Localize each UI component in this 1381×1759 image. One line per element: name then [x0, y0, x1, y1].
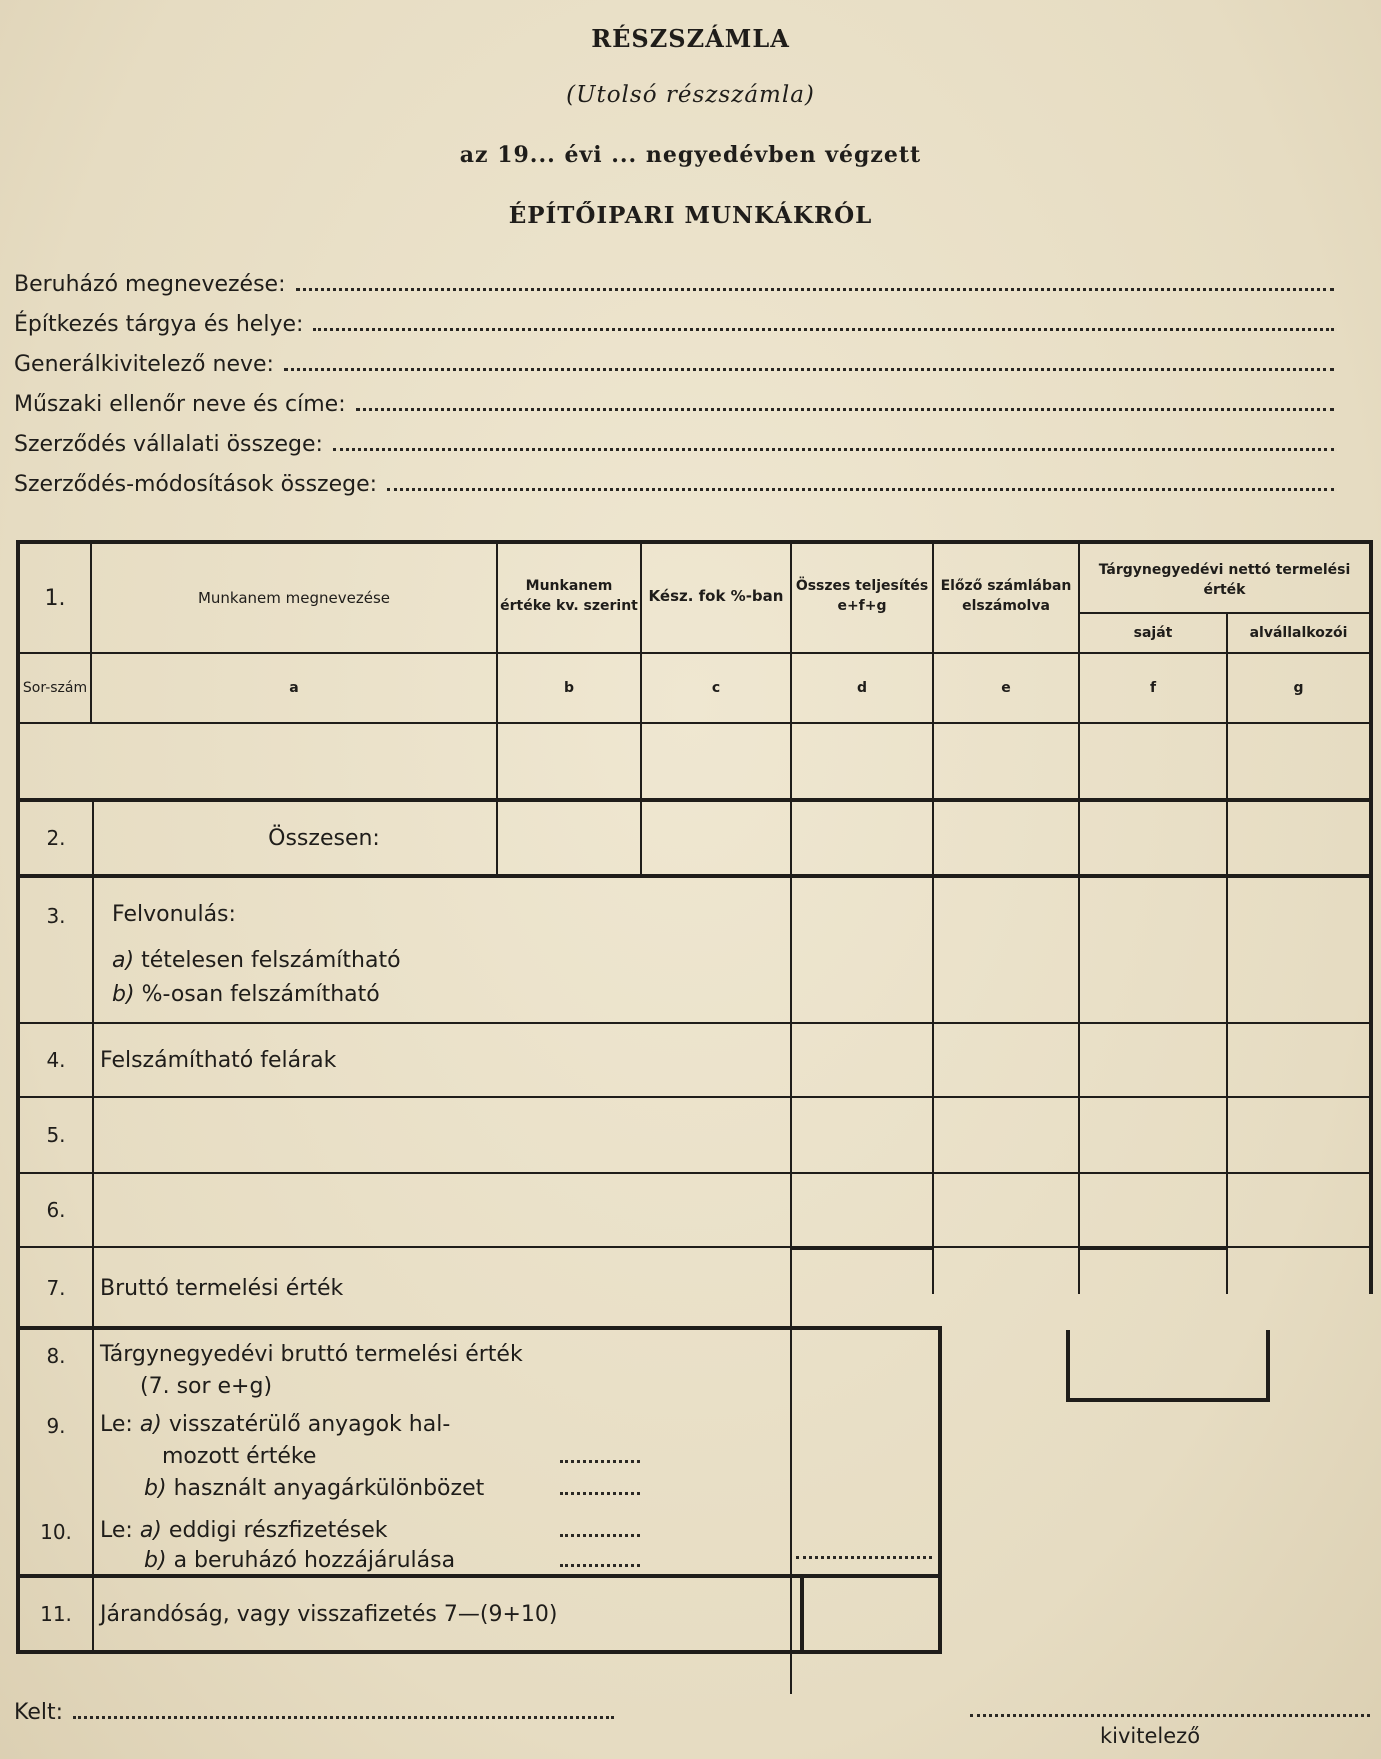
letter-f: f: [1149, 680, 1157, 696]
field-szerzodes-modositasok[interactable]: [14, 472, 1334, 497]
row-9a-cont: [162, 1444, 316, 1469]
header-e: Előző számlában elszámolva: [940, 578, 1072, 614]
letter-sorszam: Sor-szám: [22, 680, 88, 696]
field-szerzodes-osszeg[interactable]: [14, 432, 1334, 457]
row-3a: [112, 948, 401, 973]
row-8-number: 8.: [46, 1344, 66, 1368]
fill-line[interactable]: [387, 472, 1334, 491]
field-label: Műszaki ellenőr neve és címe:: [14, 392, 346, 417]
fill-line[interactable]: [560, 1480, 640, 1495]
row-9-le: Le:: [100, 1412, 133, 1437]
row-10b-text: a beruházó hozzájárulása: [173, 1548, 456, 1573]
row-10a-text: eddigi részfizetések: [168, 1518, 388, 1543]
row-9a-fill[interactable]: [560, 1444, 640, 1469]
row-3-number: 3.: [46, 904, 66, 928]
field-generalkivitelezo[interactable]: [14, 352, 1334, 377]
row-9b-text: használt anyagárkülönbözet: [173, 1476, 485, 1501]
field-muszaki-ellenor[interactable]: [14, 392, 1334, 417]
fill-line[interactable]: [796, 1544, 932, 1559]
header-g: alvállalkozói: [1249, 625, 1348, 641]
letter-d: d: [856, 680, 868, 696]
row-10b: [144, 1548, 455, 1573]
row-10-total-fill[interactable]: [796, 1540, 932, 1565]
row-9-number: 9.: [46, 1414, 66, 1438]
signature-line[interactable]: [970, 1714, 1370, 1717]
row-9a-text2: mozott értéke: [162, 1444, 317, 1469]
row-9b-fill[interactable]: [560, 1476, 640, 1501]
field-label: Generálkivitelező neve:: [14, 352, 274, 377]
header-fg: Tárgynegyedévi nettó termelési érték: [1098, 562, 1351, 598]
field-beruhazo[interactable]: [14, 272, 1334, 297]
data-entry-row[interactable]: [92, 724, 1369, 798]
document-subtitle: (Utolsó részszámla): [566, 82, 815, 108]
fill-line[interactable]: [313, 312, 1334, 331]
document-title: RÉSZSZÁMLA: [591, 24, 790, 53]
fill-line[interactable]: [560, 1552, 640, 1567]
row-10a-letter: a): [139, 1518, 162, 1543]
row-9b-letter: b): [144, 1476, 167, 1501]
row-9a: [100, 1412, 450, 1437]
header-f: saját: [1133, 625, 1173, 641]
fill-line[interactable]: [284, 352, 1334, 371]
row-8-label-2: (7. sor e+g): [140, 1374, 273, 1399]
row-10b-fill[interactable]: [560, 1548, 640, 1573]
table-border: [1369, 540, 1373, 1294]
header-a: Munkanem megnevezése: [197, 589, 391, 607]
row-3a-text: tételesen felszámítható: [141, 948, 401, 973]
table-border: [16, 540, 1373, 544]
header-d: Összes teljesítés e+f+g: [795, 578, 929, 614]
row-3a-letter: a): [112, 948, 135, 973]
row-8-label: Tárgynegyedévi bruttó termelési érték: [100, 1342, 523, 1367]
field-epitkezes[interactable]: [14, 312, 1334, 337]
letter-e: e: [1001, 680, 1011, 696]
document-period: az 19... évi ... negyedévben végzett: [459, 142, 922, 168]
letter-g: g: [1293, 680, 1304, 696]
row-11-label: Járandóság, vagy visszafizetés 7—(9+10): [100, 1601, 558, 1627]
row-2-label: Összesen:: [268, 825, 380, 851]
field-label: Szerződés-módosítások összege:: [14, 472, 378, 497]
header-col-1: 1.: [44, 585, 66, 611]
fill-line[interactable]: [296, 272, 1335, 291]
header-b: Munkanem értéke kv. szerint: [500, 578, 638, 614]
fill-line[interactable]: [560, 1522, 640, 1537]
row-4-label: Felszámítható felárak: [100, 1047, 337, 1073]
row-3b-letter: b): [112, 982, 135, 1007]
row-10-number: 10.: [40, 1520, 72, 1544]
fill-line[interactable]: [333, 432, 1334, 451]
fill-line[interactable]: [356, 392, 1334, 411]
row-11-number: 11.: [40, 1602, 72, 1626]
row-10-le: Le:: [100, 1518, 133, 1543]
row-10a-fill[interactable]: [560, 1518, 640, 1543]
row-9a-text: visszatérülő anyagok hal-: [168, 1412, 451, 1437]
row-3b-text: %-osan felszámítható: [141, 982, 380, 1007]
fill-line[interactable]: [73, 1700, 614, 1719]
row-7-number: 7.: [46, 1276, 66, 1300]
kelt-field[interactable]: [14, 1700, 614, 1725]
row-5-number: 5.: [46, 1123, 66, 1147]
row-3-label: Felvonulás:: [112, 902, 236, 927]
row-9a-letter: a): [139, 1412, 162, 1437]
field-label: Szerződés vállalati összege:: [14, 432, 323, 457]
row-10b-letter: b): [144, 1548, 167, 1573]
row-3b: [112, 982, 380, 1007]
field-label: Építkezés tárgya és helye:: [14, 312, 304, 337]
fill-line[interactable]: [560, 1448, 640, 1463]
letter-a: a: [289, 680, 299, 696]
row-4-number: 4.: [46, 1048, 66, 1072]
row-10a: [100, 1518, 388, 1543]
row-9b: [144, 1476, 484, 1501]
document-heading: ÉPÍTŐIPARI MUNKÁKRÓL: [508, 202, 873, 229]
letter-c: c: [711, 680, 721, 696]
kelt-label: Kelt:: [14, 1700, 64, 1725]
row-2-number: 2.: [46, 826, 66, 850]
letter-b: b: [563, 680, 575, 696]
row-7-label: Bruttó termelési érték: [100, 1275, 344, 1301]
header-c: Kész. fok %-ban: [648, 587, 784, 605]
field-label: Beruházó megnevezése:: [14, 272, 286, 297]
row-6-number: 6.: [46, 1198, 66, 1222]
kivitelezo-label: kivitelező: [1100, 1724, 1201, 1748]
